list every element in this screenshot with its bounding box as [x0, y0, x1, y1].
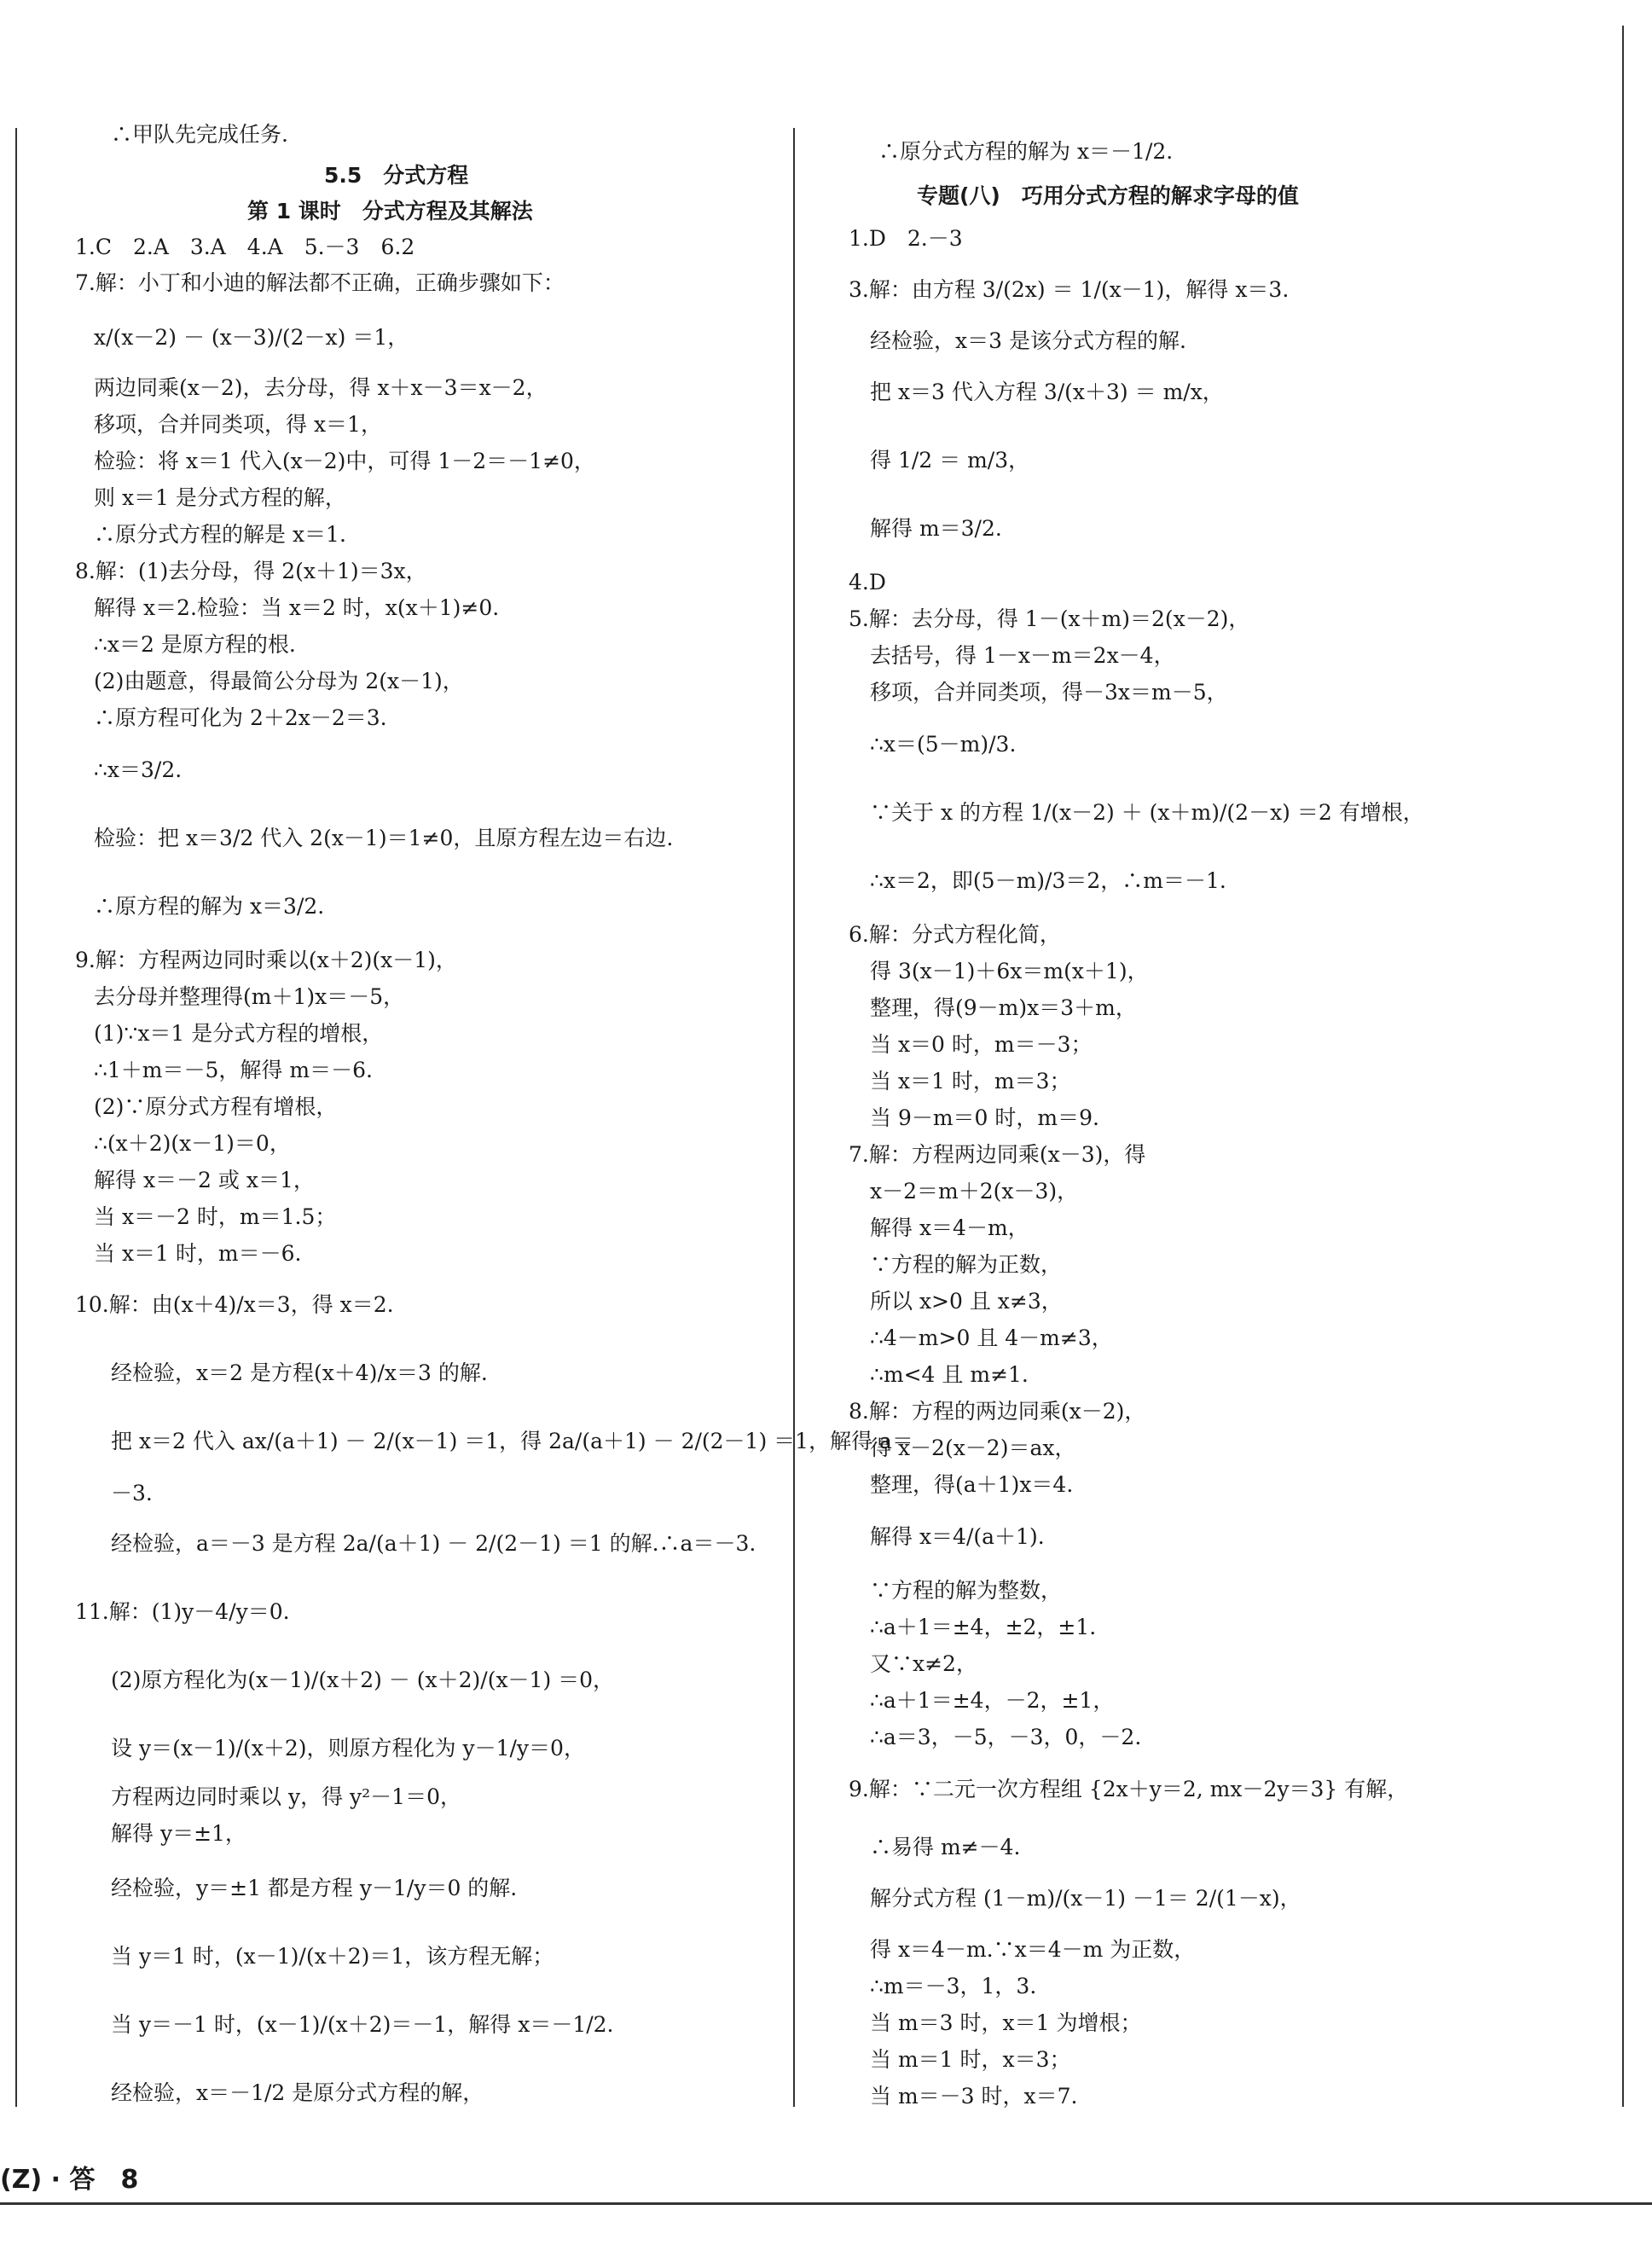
- answer-line: 设 y＝(x－1)/(x＋2)，则原方程化为 y－1/y＝0，: [111, 1736, 585, 1761]
- answer-line: 经检验，x＝3 是该分式方程的解.: [870, 328, 1186, 353]
- answer-line: 当 m＝－3 时，x＝7.: [870, 2084, 1078, 2109]
- answer-line: 解得 x＝4－m，: [870, 1215, 1029, 1240]
- answer-line: ∴x＝(5－m)/3.: [870, 732, 1017, 757]
- answer-line: 1.D 2.－3: [849, 226, 963, 251]
- answer-line: ∴4－m>0 且 4－m≠3，: [870, 1326, 1113, 1350]
- answer-line: 检验：把 x＝3/2 代入 2(x－1)＝1≠0，且原方程左边＝右边.: [94, 826, 674, 850]
- answer-line: 解得 x＝2.检验：当 x＝2 时，x(x＋1)≠0.: [94, 595, 500, 620]
- section-heading: 5.5 分式方程: [324, 163, 469, 188]
- answer-line: ∴x＝2，即(5－m)/3＝2，∴m＝－1.: [870, 868, 1226, 893]
- answer-line: ∴原方程的解为 x＝3/2.: [94, 894, 325, 919]
- answer-line: 整理，得(9－m)x＝3＋m，: [870, 995, 1137, 1020]
- answer-line: 检验：将 x＝1 代入(x－2)中，可得 1－2＝－1≠0，: [94, 449, 595, 473]
- answer-line: ∴易得 m≠－4.: [870, 1835, 1021, 1859]
- answer-line: 3.解：由方程 3/(2x) ＝ 1/(x－1)，解得 x＝3.: [849, 277, 1290, 302]
- bottom-rule: [0, 2202, 1652, 2205]
- left-margin-rule: [15, 128, 17, 2107]
- answer-line: 当 9－m＝0 时，m＝9.: [870, 1105, 1099, 1130]
- answer-line: 1.C 2.A 3.A 4.A 5.－3 6.2: [75, 235, 415, 259]
- answer-line: 则 x＝1 是分式方程的解，: [94, 485, 346, 510]
- answer-line: 把 x＝3 代入方程 3/(x＋3) ＝ m/x，: [870, 380, 1224, 404]
- answer-line: 当 m＝3 时，x＝1 为增根；: [870, 2010, 1142, 2035]
- answer-line: 得 1/2 ＝ m/3，: [870, 448, 1030, 473]
- answer-line: ∴原分式方程的解为 x＝－1/2.: [878, 139, 1174, 164]
- answer-line: 9.解：方程两边同时乘以(x＋2)(x－1)，: [75, 948, 457, 972]
- answer-line: 6.解：分式方程化简，: [849, 922, 1061, 947]
- answer-line: 解得 y＝±1，: [111, 1821, 246, 1846]
- answer-line: ∴m<4 且 m≠1.: [870, 1362, 1029, 1387]
- answer-line: －3.: [111, 1481, 153, 1505]
- right-margin-rule: [1622, 26, 1624, 2107]
- answer-line: x/(x－2) － (x－3)/(2－x) ＝1，: [94, 325, 409, 350]
- answer-line: 得 x＝4－m.∵x＝4－m 为正数，: [870, 1937, 1196, 1962]
- answer-line: 经检验，y＝±1 都是方程 y－1/y＝0 的解.: [111, 1876, 518, 1900]
- answer-line: (2)∵原分式方程有增根，: [94, 1094, 338, 1119]
- answer-line: ∵方程的解为正数，: [870, 1252, 1063, 1277]
- answer-line: ∴(x＋2)(x－1)＝0，: [94, 1131, 291, 1156]
- answer-line: 去括号，得 1－x－m＝2x－4，: [870, 643, 1175, 668]
- answer-line: ∴1＋m＝－5，解得 m＝－6.: [94, 1058, 373, 1082]
- answer-line: 11.解：(1)y－4/y＝0.: [75, 1599, 290, 1624]
- answer-line: 整理，得(a＋1)x＝4.: [870, 1472, 1074, 1497]
- answer-line: 两边同乘(x－2)，去分母，得 x＋x－3＝x－2，: [94, 375, 548, 400]
- section-heading: 第 1 课时 分式方程及其解法: [247, 199, 533, 223]
- answer-line: ∴甲队先完成任务.: [111, 122, 288, 147]
- answer-line: 8.解：(1)去分母，得 2(x＋1)＝3x，: [75, 559, 427, 583]
- answer-line: ∴x＝2 是原方程的根.: [94, 632, 296, 657]
- page-footer: (Z) · 答 8: [0, 2165, 139, 2195]
- answer-line: 7.解：方程两边同乘(x－3)，得: [849, 1142, 1146, 1167]
- answer-line: 当 x＝1 时，m＝－6.: [94, 1241, 302, 1266]
- answer-line: (1)∵x＝1 是分式方程的增根，: [94, 1021, 384, 1046]
- answer-line: 方程两边同时乘以 y，得 y²－1＝0，: [111, 1784, 461, 1809]
- answer-line: ∵方程的解为整数，: [870, 1578, 1063, 1603]
- answer-line: ∴a＋1＝±4，±2，±1.: [870, 1615, 1097, 1639]
- section-heading: 专题(八) 巧用分式方程的解求字母的值: [917, 183, 1299, 208]
- answer-line: ∵关于 x 的方程 1/(x－2) ＋ (x＋m)/(2－x) ＝2 有增根，: [870, 800, 1424, 825]
- answer-line: 5.解：去分母，得 1－(x＋m)＝2(x－2)，: [849, 606, 1250, 631]
- answer-line: 又∵x≠2，: [870, 1651, 977, 1676]
- answer-line: 7.解：小丁和小迪的解法都不正确，正确步骤如下：: [75, 270, 565, 295]
- answer-line: 解分式方程 (1－m)/(x－1) －1＝ 2/(1－x)，: [870, 1886, 1301, 1911]
- answer-line: 所以 x>0 且 x≠3，: [870, 1289, 1063, 1314]
- answer-line: 当 y＝1 时，(x－1)/(x＋2)＝1，该方程无解；: [111, 1944, 554, 1969]
- answer-line: 移项，合并同类项，得 x＝1，: [94, 412, 382, 437]
- answer-line: ∴原方程可化为 2＋2x－2＝3.: [94, 705, 387, 730]
- answer-line: 9.解：∵二元一次方程组 {2x＋y＝2, mx－2y＝3} 有解，: [849, 1777, 1409, 1801]
- answer-line: ∴a＝3，－5，－3，0，－2.: [870, 1725, 1142, 1749]
- answer-line: 移项，合并同类项，得－3x＝m－5，: [870, 680, 1228, 705]
- answer-line: 得 x－2(x－2)＝ax，: [870, 1436, 1076, 1460]
- answer-line: 得 3(x－1)＋6x＝m(x＋1)，: [870, 959, 1149, 983]
- answer-line: ∴m＝－3，1，3.: [870, 1974, 1037, 1998]
- answer-line: 4.D: [849, 570, 886, 595]
- answer-line: ∴x＝3/2.: [94, 757, 183, 782]
- answer-line: 当 y＝－1 时，(x－1)/(x＋2)＝－1，解得 x＝－1/2.: [111, 2012, 614, 2037]
- answer-line: 当 x＝－2 时，m＝1.5；: [94, 1204, 337, 1229]
- answer-line: 经检验，x＝2 是方程(x＋4)/x＝3 的解.: [111, 1360, 488, 1385]
- column-divider: [793, 128, 795, 2107]
- answer-line: x－2＝m＋2(x－3)，: [870, 1179, 1079, 1204]
- answer-line: 解得 x＝－2 或 x＝1，: [94, 1168, 315, 1192]
- answer-line: 解得 m＝3/2.: [870, 516, 1002, 541]
- answer-line: ∴原分式方程的解是 x＝1.: [94, 522, 346, 547]
- answer-line: 去分母并整理得(m＋1)x＝－5，: [94, 984, 405, 1009]
- answer-line: 解得 x＝4/(a＋1).: [870, 1524, 1045, 1549]
- answer-line: 8.解：方程的两边同乘(x－2)，: [849, 1399, 1146, 1424]
- answer-line: 10.解：由(x＋4)/x＝3，得 x＝2.: [75, 1292, 394, 1317]
- answer-line: 经检验，x＝－1/2 是原分式方程的解，: [111, 2080, 484, 2105]
- answer-line: 当 m＝1 时，x＝3；: [870, 2047, 1071, 2072]
- answer-line: 把 x＝2 代入 ax/(a＋1) － 2/(x－1) ＝1，得 2a/(a＋1) － 2/(2－1) ＝1，解得 a＝: [111, 1429, 913, 1453]
- answer-line: 当 x＝1 时，m＝3；: [870, 1069, 1071, 1093]
- answer-line: (2)由题意，得最简公分母为 2(x－1)，: [94, 669, 464, 693]
- answer-line: 当 x＝0 时，m＝－3；: [870, 1032, 1093, 1057]
- answer-line: 经检验，a＝－3 是方程 2a/(a＋1) － 2/(2－1) ＝1 的解.∴a＝－3.: [111, 1531, 756, 1556]
- answer-line: ∴a＋1＝±4，－2，±1，: [870, 1688, 1115, 1713]
- answer-line: (2)原方程化为(x－1)/(x＋2) － (x＋2)/(x－1) ＝0，: [111, 1668, 615, 1692]
